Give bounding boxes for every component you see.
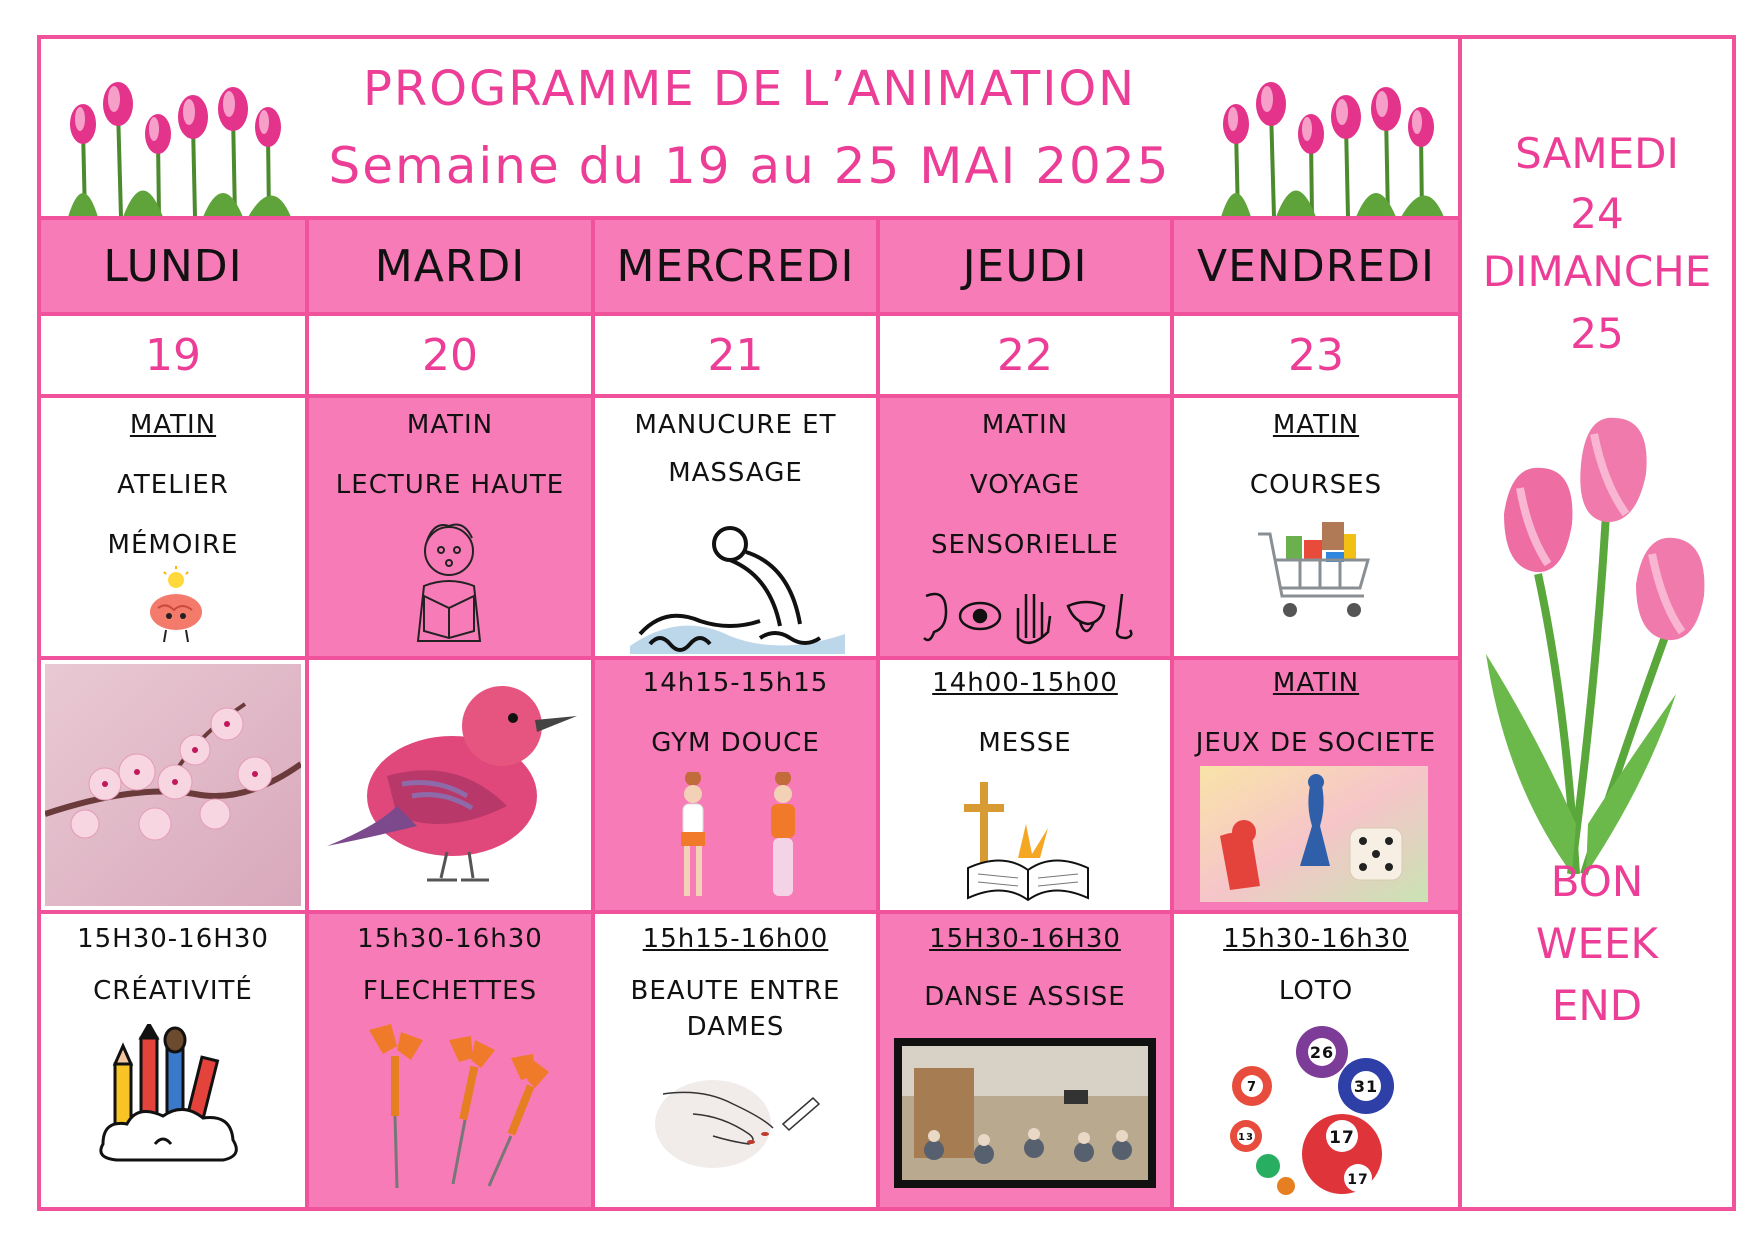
lotto-ball-31: 31 bbox=[1353, 1077, 1379, 1096]
day-header-lundi: LUNDI bbox=[37, 216, 309, 316]
day-number-19: 19 bbox=[37, 312, 309, 398]
activity-time: MATIN bbox=[981, 410, 1069, 440]
activity-time: 14h15-15h15 bbox=[642, 668, 829, 698]
activity-title: ATELIER bbox=[117, 470, 229, 500]
activity-time: MATIN bbox=[1272, 668, 1360, 698]
cross-bible-icon bbox=[958, 778, 1098, 908]
activity-time: MATIN bbox=[129, 410, 217, 440]
darts-icon bbox=[361, 1020, 551, 1195]
page-subtitle: Semaine du 19 au 25 MAI 2025 bbox=[328, 137, 1171, 195]
cherry-blossom-image bbox=[45, 664, 301, 906]
lotto-ball-17-a: 17 bbox=[1329, 1128, 1355, 1148]
seated-dance-photo bbox=[894, 1038, 1156, 1188]
activity-mardi-morning bbox=[305, 394, 595, 660]
activity-title: MANUCURE ET bbox=[634, 410, 837, 440]
activity-mercredi-morning bbox=[591, 394, 880, 660]
activity-time: MATIN bbox=[1272, 410, 1360, 440]
activity-vendredi-morning bbox=[1170, 394, 1462, 660]
weekend-greeting-3: END bbox=[1551, 981, 1643, 1030]
activity-time: 15H30-16H30 bbox=[77, 924, 269, 954]
page-title: PROGRAMME DE L’ANIMATION bbox=[362, 61, 1137, 117]
activity-title: CRÉATIVITÉ bbox=[93, 976, 253, 1006]
activity-title: BEAUTE ENTRE bbox=[630, 976, 841, 1006]
activity-title-cont: MÉMOIRE bbox=[107, 530, 239, 560]
lotto-ball-17-b: 17 bbox=[1347, 1172, 1369, 1188]
activity-title: LOTO bbox=[1278, 976, 1354, 1006]
activity-title: LECTURE HAUTE bbox=[335, 470, 565, 500]
activity-mercredi-afternoon-2 bbox=[591, 910, 880, 1211]
weekend-saturday-date: 24 bbox=[1570, 189, 1624, 238]
day-number-22: 22 bbox=[876, 312, 1174, 398]
tulip-bouquet-image bbox=[1476, 404, 1716, 904]
activity-title: DANSE ASSISE bbox=[924, 982, 1126, 1012]
day-header-mercredi: MERCREDI bbox=[591, 216, 880, 316]
lotto-balls-icon bbox=[1224, 1026, 1414, 1196]
title-box bbox=[37, 35, 1462, 220]
cherry-blossom-image-cell bbox=[37, 656, 309, 914]
manicure-icon bbox=[653, 1064, 823, 1174]
gym-seniors-icon bbox=[665, 772, 815, 912]
lotto-ball-26: 26 bbox=[1309, 1043, 1335, 1062]
activity-lundi-morning bbox=[37, 394, 309, 660]
tulips-right-image bbox=[1216, 69, 1446, 219]
tulips-left-image bbox=[63, 69, 293, 219]
weekend-sunday-date: 25 bbox=[1570, 309, 1624, 358]
activity-time: 15H30-16H30 bbox=[929, 924, 1121, 954]
weekend-greeting-1: BON bbox=[1550, 857, 1644, 906]
activity-time: 14h00-15h00 bbox=[932, 668, 1118, 698]
activity-mardi-afternoon-2 bbox=[305, 910, 595, 1211]
massage-icon bbox=[620, 516, 855, 656]
day-header-mardi: MARDI bbox=[305, 216, 595, 316]
reading-child-icon bbox=[394, 516, 504, 651]
activity-time: 15h15-16h00 bbox=[642, 924, 829, 954]
activity-jeudi-morning bbox=[876, 394, 1174, 660]
pink-bird-image-cell bbox=[305, 656, 595, 914]
day-header-vendredi: VENDREDI bbox=[1170, 216, 1462, 316]
activity-jeudi-afternoon-1 bbox=[876, 656, 1174, 914]
lotto-ball-13: 13 bbox=[1238, 1132, 1254, 1143]
activity-mercredi-afternoon-1 bbox=[591, 656, 880, 914]
activity-title: VOYAGE bbox=[969, 470, 1081, 500]
activity-title: MESSE bbox=[978, 728, 1072, 758]
day-number-21: 21 bbox=[591, 312, 880, 398]
activity-title: COURSES bbox=[1249, 470, 1383, 500]
brain-lightbulb-icon bbox=[136, 566, 216, 646]
weekend-column bbox=[1458, 35, 1736, 1211]
activity-lundi-afternoon-2 bbox=[37, 910, 309, 1211]
activity-title: FLECHETTES bbox=[362, 976, 538, 1006]
activity-vendredi-afternoon-2 bbox=[1170, 910, 1462, 1211]
activity-title-cont: MASSAGE bbox=[668, 458, 803, 488]
activity-vendredi-afternoon-1 bbox=[1170, 656, 1462, 914]
board-game-image bbox=[1200, 766, 1428, 902]
shopping-cart-icon bbox=[1256, 518, 1376, 623]
activity-title: GYM DOUCE bbox=[651, 728, 820, 758]
activity-time: MATIN bbox=[406, 410, 494, 440]
activity-time: 15h30-16h30 bbox=[357, 924, 543, 954]
activity-jeudi-afternoon-2 bbox=[876, 910, 1174, 1211]
activity-title: JEUX DE SOCIETE bbox=[1195, 728, 1437, 758]
day-number-23: 23 bbox=[1170, 312, 1462, 398]
day-number-20: 20 bbox=[305, 312, 595, 398]
lotto-ball-7: 7 bbox=[1246, 1080, 1258, 1095]
weekend-greeting-2: WEEK bbox=[1535, 919, 1659, 968]
activity-title-cont: SENSORIELLE bbox=[931, 530, 1119, 560]
weekend-sunday: DIMANCHE bbox=[1482, 247, 1712, 296]
art-supplies-icon bbox=[93, 1024, 253, 1174]
activity-time: 15h30-16h30 bbox=[1223, 924, 1409, 954]
pink-bird-image bbox=[317, 666, 587, 906]
activity-title-cont: DAMES bbox=[686, 1012, 785, 1042]
five-senses-icon bbox=[918, 588, 1138, 648]
day-header-jeudi: JEUDI bbox=[876, 216, 1174, 316]
weekend-saturday: SAMEDI bbox=[1515, 129, 1679, 178]
